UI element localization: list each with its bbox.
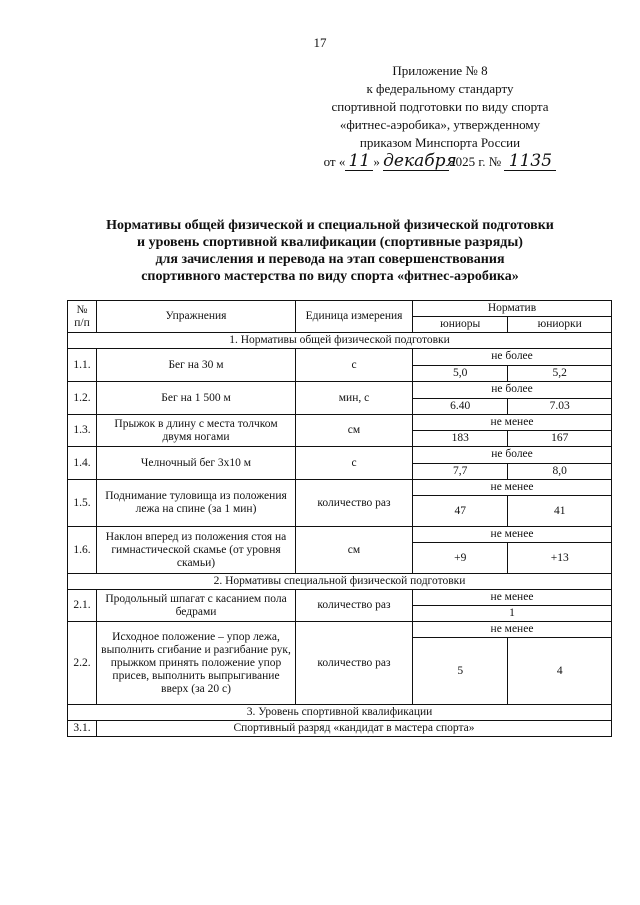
annex-line: к федеральному стандарту (366, 81, 514, 96)
row-condition: не более (413, 349, 612, 366)
row-exercise: Поднимание туловища из положения лежа на спине (за 1 мин) (97, 480, 296, 527)
annex-line: «фитнес-аэробика», утвержденному (339, 117, 541, 132)
value-both: 1 (413, 606, 612, 622)
order-mid: » (373, 154, 384, 169)
value-juniors-f: +13 (508, 543, 612, 574)
value-juniors-f: 5,2 (508, 365, 612, 382)
row-num: 1.6. (68, 527, 97, 574)
annex-line: спортивной подготовки по виду спорта (331, 99, 549, 114)
row-unit: с (296, 447, 413, 480)
section-title: 2. Нормативы специальной физической подготовки (68, 574, 612, 590)
row-condition: не менее (413, 622, 612, 638)
table-row (68, 527, 612, 543)
row-num: 2.2. (68, 622, 97, 705)
row-condition: не менее (413, 480, 612, 496)
title-line: Нормативы общей физической и специальной физической подготовки (106, 218, 554, 233)
section-row (68, 333, 612, 349)
header-norm: Норматив (413, 301, 612, 317)
row-num: 3.1. (68, 721, 97, 737)
row-num: 1.3. (68, 415, 97, 447)
row-condition: не более (413, 447, 612, 464)
table-row (68, 622, 612, 638)
header-num: № п/п (68, 301, 97, 333)
table-row (68, 382, 612, 399)
handwritten-month: декабря (383, 151, 457, 171)
value-juniors-m: 6.40 (413, 398, 508, 415)
row-unit: количество раз (296, 622, 413, 705)
value-juniors-f: 41 (508, 496, 612, 527)
row-exercise: Бег на 30 м (97, 349, 296, 382)
row-exercise: Исходное положение – упор лежа, выполнить сгибание и разгибание рук, прыжком принять положение упор присев, выполнить выпрыгивание вверх (за 20 с) (97, 622, 296, 705)
annex-line: Приложение № 8 (392, 63, 488, 78)
row-exercise: Наклон вперед из положения стоя на гимнастической скамье (от уровня скамьи) (97, 527, 296, 574)
order-prefix: от « (323, 154, 346, 169)
row-exercise: Прыжок в длину с места толчком двумя ногами (97, 415, 296, 447)
value-juniors-m: 7,7 (413, 463, 508, 480)
row-exercise: Продольный шпагат с касанием пола бедрами (97, 590, 296, 622)
table-row (68, 480, 612, 496)
title-line: и уровень спортивной квалификации (спортивные разряды) (137, 235, 523, 250)
header-row (68, 301, 612, 317)
row-unit: количество раз (296, 480, 413, 527)
row-condition: не менее (413, 415, 612, 431)
row-exercise: Челночный бег 3х10 м (97, 447, 296, 480)
value-juniors-f: 4 (508, 638, 612, 705)
value-juniors-m: 5 (413, 638, 508, 705)
row-num: 1.2. (68, 382, 97, 415)
row-condition: не более (413, 382, 612, 399)
row-condition: не менее (413, 527, 612, 543)
header-exercise: Упражнения (97, 301, 296, 333)
value-juniors-m: 5,0 (413, 365, 508, 382)
header-unit: Единица измерения (296, 301, 413, 333)
row-unit: см (296, 415, 413, 447)
row-unit: мин, с (296, 382, 413, 415)
value-juniors-f: 7.03 (508, 398, 612, 415)
table-row (68, 590, 612, 606)
handwritten-order-number: 1135 (504, 152, 556, 171)
order-year: 2025 г. № (449, 154, 505, 169)
row-condition: не менее (413, 590, 612, 606)
section-title: 1. Нормативы общей физической подготовки (68, 333, 612, 349)
row-num: 1.4. (68, 447, 97, 480)
table-row (68, 349, 612, 366)
norms-table (67, 300, 612, 737)
value-juniors-f: 167 (508, 431, 612, 447)
value-juniors-m: +9 (413, 543, 508, 574)
header-juniors-f: юниорки (508, 317, 612, 333)
page-number: 17 (313, 35, 327, 50)
annex-line: приказом Минспорта России (359, 135, 521, 150)
title-line: для зачисления и перевода на этап совершенствования (155, 252, 505, 267)
section-row (68, 574, 612, 590)
table-row (68, 447, 612, 464)
row-qualification: Спортивный разряд «кандидат в мастера спорта» (97, 721, 612, 737)
document-title (60, 217, 600, 285)
row-num: 1.1. (68, 349, 97, 382)
annex-header (310, 62, 570, 171)
section-title: 3. Уровень спортивной квалификации (68, 705, 612, 721)
value-juniors-f: 8,0 (508, 463, 612, 480)
header-juniors-m: юниоры (413, 317, 508, 333)
table-row (68, 721, 612, 737)
row-unit: количество раз (296, 590, 413, 622)
row-num: 2.1. (68, 590, 97, 622)
handwritten-day: 11 (345, 152, 373, 171)
value-juniors-m: 47 (413, 496, 508, 527)
row-exercise: Бег на 1 500 м (97, 382, 296, 415)
row-unit: см (296, 527, 413, 574)
row-unit: с (296, 349, 413, 382)
value-juniors-m: 183 (413, 431, 508, 447)
section-row (68, 705, 612, 721)
row-num: 1.5. (68, 480, 97, 527)
table-row (68, 415, 612, 431)
title-line: спортивного мастерства по виду спорта «фитнес-аэробика» (141, 269, 519, 284)
order-date-line (310, 152, 570, 171)
